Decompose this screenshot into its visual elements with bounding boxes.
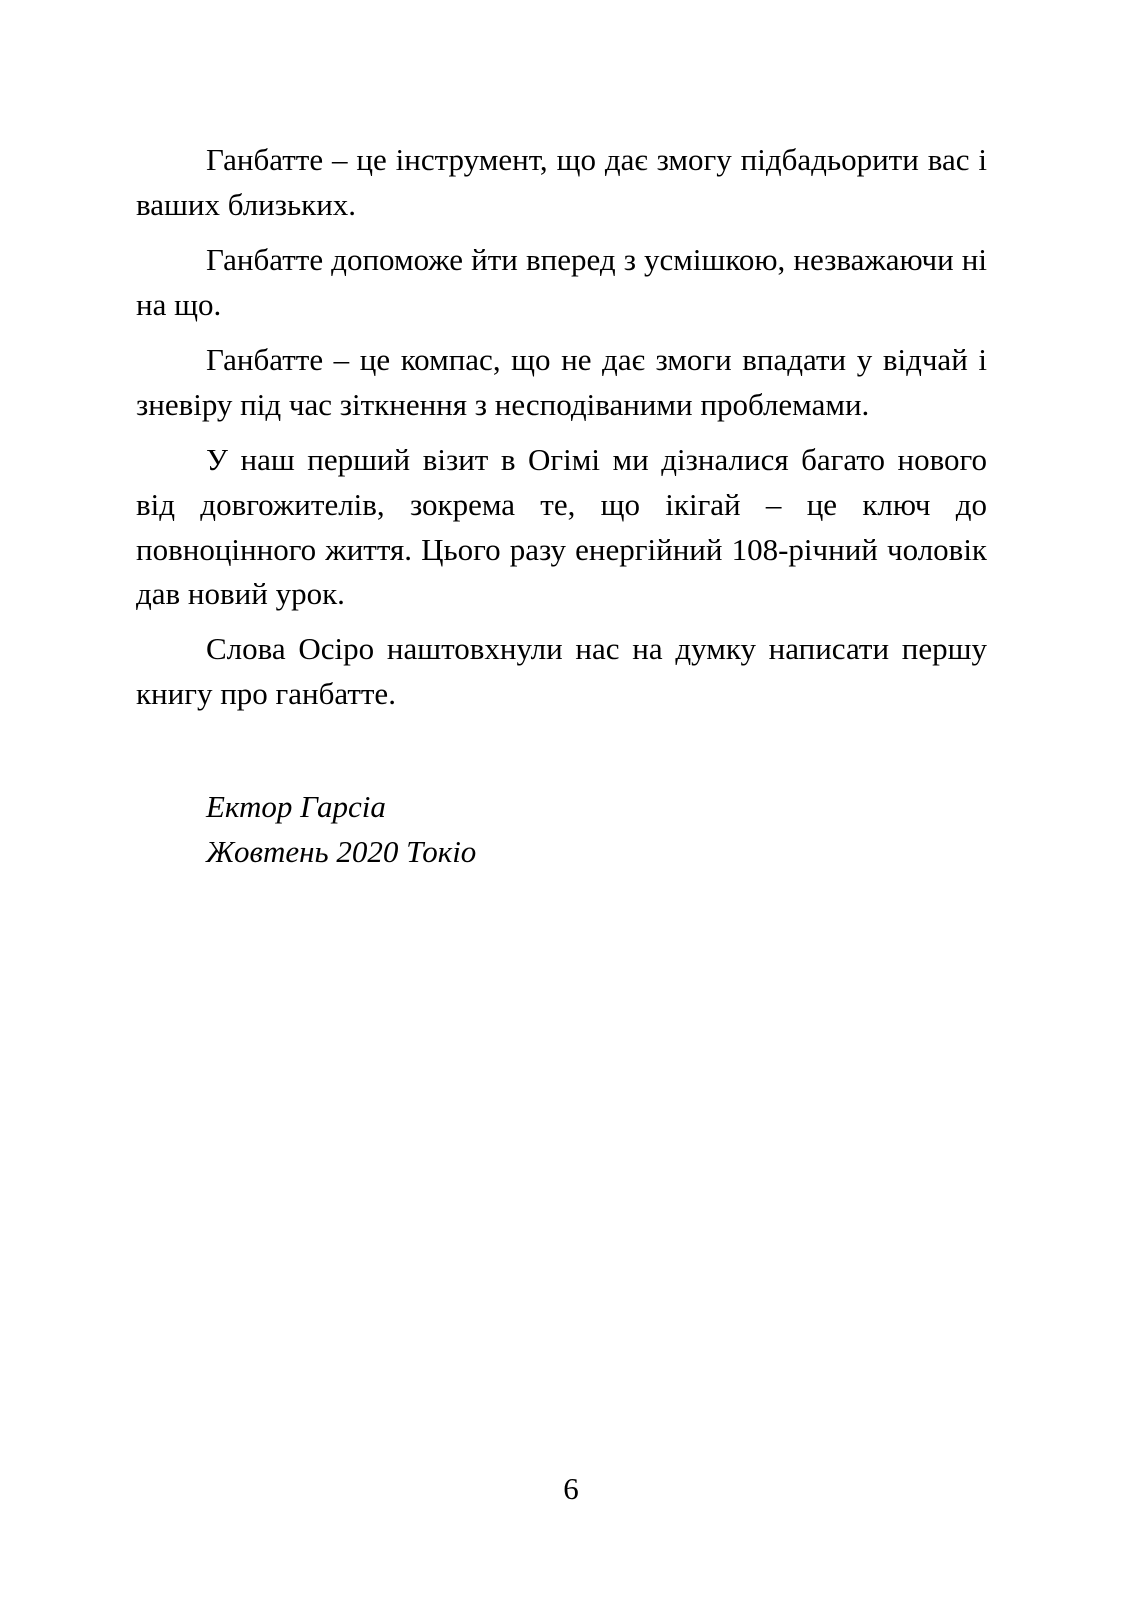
body-paragraph-1: Ганбатте – це інструмент, що дає змогу підбадьорити вас і ваших близьких.	[136, 142, 987, 222]
page-number: 6	[563, 1471, 579, 1506]
signature-date-place: Жовтень 2020 Токіо	[206, 834, 477, 870]
body-paragraph-2: Ганбатте допоможе йти вперед з усмішкою, незважаючи ні на що.	[136, 241, 987, 322]
body-paragraph-5: Слова Осіро наштовхнули нас на думку написати першу книгу про ганбатте.	[136, 631, 987, 712]
body-paragraph-4: У наш перший візит в Огімі ми дізналися багато нового від довгожителів, зокрема те, що ікігай – це ключ до повноцінного життя. Цього разу енергійний 108-річний чоловік дав новий урок.	[136, 441, 987, 612]
signature-author: Ектор Гарсіа	[206, 789, 386, 825]
signature-block	[136, 785, 987, 875]
body-paragraph-3: Ганбатте – це компас, що не дає змоги впадати у відчай і зневіру під час зіткнення з несподіваними проблемами.	[136, 341, 987, 422]
body-text	[136, 138, 987, 717]
